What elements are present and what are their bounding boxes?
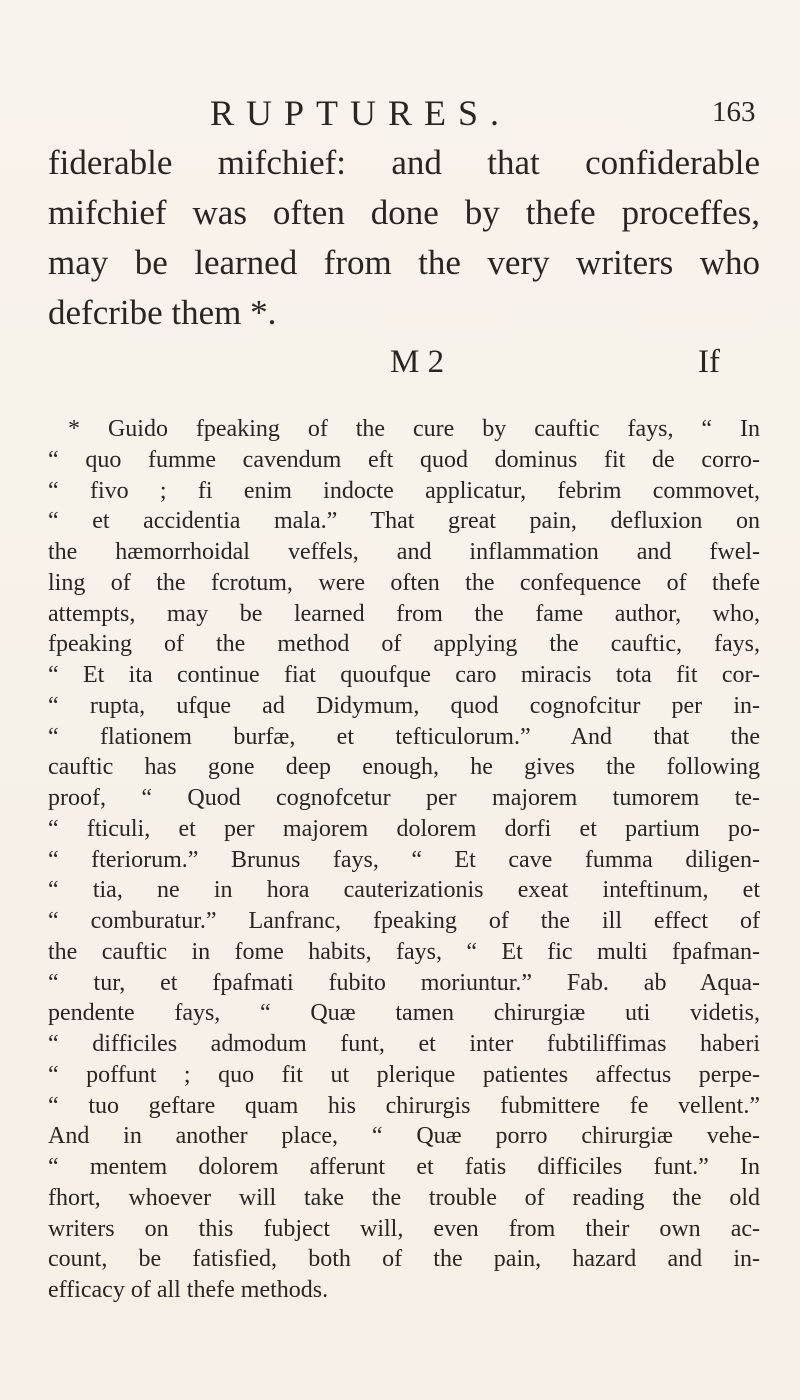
signature-row — [0, 344, 800, 386]
main-text-line: may be learned from the very writers who — [48, 243, 760, 282]
footnote-line: * Guido fpeaking of the cure by cauftic fays, “ In — [68, 416, 760, 442]
footnote-line: the hæmorrhoidal veffels, and inflammation and fwel- — [48, 539, 760, 565]
footnote-line: fhort, whoever will take the trouble of reading the old — [48, 1184, 760, 1211]
footnote-line: the cauftic in fome habits, fays, “ Et fic multi fpafman- — [48, 938, 760, 965]
footnote-line: And in another place, “ Quæ porro chirurgiæ vehe- — [48, 1123, 760, 1150]
footnote-line: “ tuo geftare quam his chirurgis fubmittere fe vellent.” — [48, 1092, 760, 1119]
main-text-line: fiderable mifchief: and that confiderable — [48, 143, 760, 182]
footnote-line: count, be fatisfied, both of the pain, hazard and in- — [48, 1246, 760, 1273]
footnote-line: proof, “ Quod cognofcetur per majorem tumorem te- — [48, 785, 760, 811]
footnote-line: “ difficiles admodum funt, et inter fubtiliffimas haberi — [48, 1031, 760, 1057]
footnote-line: efficacy of all thefe methods. — [48, 1277, 329, 1303]
footnote-block — [48, 414, 760, 1306]
page-number: 163 — [712, 96, 756, 128]
footnote-line: “ fteriorum.” Brunus fays, “ Et cave fumma diligen- — [48, 846, 760, 873]
footnote-line: “ quo fumme cavendum eft quod dominus fit de corro- — [48, 446, 760, 473]
footnote-line: “ fticuli, et per majorem dolorem dorfi et partium po- — [48, 815, 760, 842]
footnote-line: “ poffunt ; quo fit ut plerique patientes affectus perpe- — [48, 1061, 760, 1088]
main-text-block — [48, 138, 760, 338]
footnote-line: “ tur, et fpafmati fubito moriuntur.” Fab. ab Aqua- — [48, 969, 760, 996]
footnote-line: “ mentem dolorem afferunt et fatis difficiles funt.” In — [48, 1154, 760, 1180]
footnote-line: ling of the fcrotum, were often the confequence of thefe — [48, 569, 760, 596]
footnote-line: “ tia, ne in hora cauterizationis exeat inteftinum, et — [48, 877, 760, 904]
signature-mark: M 2 — [390, 344, 445, 380]
footnote-line: “ rupta, ufque ad Didymum, quod cognofcitur per in- — [48, 692, 760, 719]
footnote-line: “ flationem burfæ, et tefticulorum.” And that the — [48, 723, 760, 750]
footnote-line: “ et accidentia mala.” That great pain, defluxion on — [48, 508, 760, 535]
running-head: RUPTURES. — [210, 93, 512, 133]
main-text-line: defcribe them *. — [48, 293, 277, 332]
footnote-line: attempts, may be learned from the fame author, who, — [48, 600, 760, 627]
footnote-line: fpeaking of the method of applying the cauftic, fays, — [48, 631, 760, 658]
catchword: If — [698, 344, 720, 380]
footnote-line: “ Et ita continue fiat quoufque caro miracis tota fit cor- — [48, 662, 760, 688]
footnote-line: pendente fays, “ Quæ tamen chirurgiæ uti videtis, — [48, 1000, 760, 1027]
footnote-line: cauftic has gone deep enough, he gives the following — [48, 754, 760, 781]
footnote-line: “ comburatur.” Lanfranc, fpeaking of the ill effect of — [48, 908, 760, 934]
footnote-line: “ fivo ; fi enim indocte applicatur, febrim commovet, — [48, 477, 760, 504]
page-header — [0, 92, 800, 138]
main-text-line: mifchief was often done by thefe proceffes, — [48, 193, 760, 232]
footnote-line: writers on this fubject will, even from their own ac- — [48, 1215, 760, 1242]
